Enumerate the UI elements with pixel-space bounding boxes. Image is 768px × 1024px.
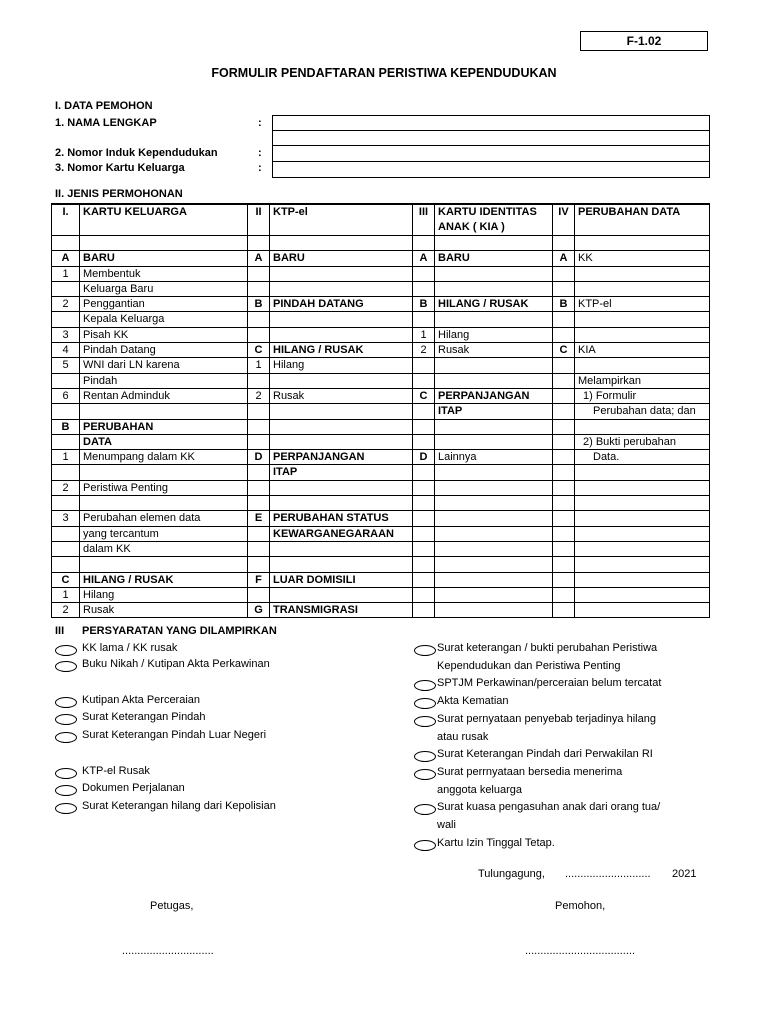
table-cell-text — [435, 281, 553, 296]
table-cell-num: B — [248, 297, 270, 312]
table-cell-num — [553, 511, 575, 526]
req-label: Kutipan Akta Perceraian — [82, 694, 201, 706]
checkbox-oval[interactable] — [414, 698, 436, 709]
table-cell-num: 3 — [52, 327, 80, 342]
table-cell-text — [270, 480, 413, 495]
table-cell-num — [553, 541, 575, 556]
table-cell-text — [435, 465, 553, 480]
table-cell-text — [575, 603, 710, 618]
req-label: Kartu Izin Tinggal Tetap. — [437, 837, 555, 849]
checkbox-oval[interactable] — [414, 716, 436, 727]
table-cell-num: 2 — [52, 297, 80, 312]
table-cell-num — [553, 450, 575, 465]
table-cell-text — [435, 526, 553, 541]
table-row — [52, 373, 710, 388]
table-cell-text — [575, 266, 710, 281]
table-cell-num — [413, 312, 435, 327]
table-cell-num — [413, 281, 435, 296]
table-cell-num: 5 — [52, 358, 80, 373]
table-cell-text: 2) Bukti perubahan — [575, 434, 710, 449]
table-cell-num — [248, 266, 270, 281]
header-kia-line1: KARTU IDENTITAS — [438, 206, 537, 218]
table-cell-text — [435, 511, 553, 526]
table-row — [52, 480, 710, 495]
table-cell-num — [248, 526, 270, 541]
table-row — [52, 343, 710, 358]
table-cell-text — [575, 541, 710, 556]
table-cell-text — [80, 404, 248, 419]
req-label-cont: anggota keluarga — [437, 784, 523, 796]
table-cell-num: E — [248, 511, 270, 526]
table-cell-num: G — [248, 603, 270, 618]
table-cell-num — [52, 541, 80, 556]
table-cell-text: Kepala Keluarga — [80, 312, 248, 327]
table-cell-num — [553, 266, 575, 281]
table-cell-text — [270, 496, 413, 511]
header-kia-line2: ANAK ( KIA ) — [438, 221, 505, 233]
applicant-label: Pemohon, — [555, 900, 606, 912]
req-label: Surat perrnyataan bersedia menerima — [437, 766, 623, 778]
table-cell-text — [270, 557, 413, 572]
table-cell-num — [248, 541, 270, 556]
table-cell-num — [52, 236, 80, 251]
table-cell-text: 1) Formulir — [575, 388, 710, 403]
field-colon-nik: : — [258, 147, 262, 159]
table-cell-num: A — [248, 251, 270, 266]
table-cell-text: HILANG / RUSAK — [435, 297, 553, 312]
table-cell-text: PINDAH DATANG — [270, 297, 413, 312]
table-cell-text — [435, 419, 553, 434]
field-label-nik: 2. Nomor Induk Kependudukan — [55, 147, 218, 159]
table-cell-num — [248, 404, 270, 419]
table-cell-text: KK — [575, 251, 710, 266]
table-cell-num — [413, 373, 435, 388]
req-label: Surat Keterangan Pindah dari Perwakilan RI — [437, 748, 653, 760]
table-cell-text — [80, 465, 248, 480]
table-cell-num: 2 — [413, 343, 435, 358]
table-cell-num: 1 — [52, 587, 80, 602]
table-cell-num — [553, 419, 575, 434]
table-cell-text: Rentan Adminduk — [80, 388, 248, 403]
table-cell-num — [248, 281, 270, 296]
table-cell-num — [553, 603, 575, 618]
table-cell-num — [248, 373, 270, 388]
header-num-perubahan: IV — [553, 204, 575, 236]
table-cell-num: 2 — [52, 480, 80, 495]
table-cell-num — [413, 557, 435, 572]
table-cell-num — [553, 327, 575, 342]
table-cell-text: Rusak — [435, 343, 553, 358]
table-cell-num: C — [553, 343, 575, 358]
table-cell-num — [52, 312, 80, 327]
header-ktp-el: KTP-el — [270, 204, 413, 236]
checkbox-oval[interactable] — [55, 714, 77, 725]
req-label: Surat kuasa pengasuhan anak dari orang tua/ — [437, 801, 661, 813]
table-cell-text — [575, 465, 710, 480]
table-cell-text: BARU — [435, 251, 553, 266]
table-cell-num — [553, 572, 575, 587]
table-cell-num — [413, 587, 435, 602]
table-row — [52, 465, 710, 480]
header-num-kia: III — [413, 204, 435, 236]
table-cell-text — [435, 557, 553, 572]
field-label-nama: 1. NAMA LENGKAP — [55, 117, 157, 129]
table-cell-num — [553, 587, 575, 602]
table-cell-num: F — [248, 572, 270, 587]
table-body — [52, 236, 710, 618]
table-cell-text: Hilang — [270, 358, 413, 373]
table-cell-text — [270, 266, 413, 281]
table-row — [52, 572, 710, 587]
table-cell-num — [248, 312, 270, 327]
table-cell-num — [248, 557, 270, 572]
table-cell-text: KEWARGANEGARAAN — [270, 526, 413, 541]
table-row — [52, 404, 710, 419]
table-row — [52, 297, 710, 312]
table-cell-num: 1 — [413, 327, 435, 342]
table-cell-num — [248, 327, 270, 342]
table-cell-text — [435, 480, 553, 495]
table-cell-num — [413, 266, 435, 281]
table-cell-text: HILANG / RUSAK — [270, 343, 413, 358]
officer-label: Petugas, — [150, 900, 194, 912]
table-cell-text: BARU — [270, 251, 413, 266]
table-cell-num — [553, 373, 575, 388]
table-cell-num — [248, 419, 270, 434]
table-cell-text — [435, 358, 553, 373]
table-cell-text: Perubahan elemen data — [80, 511, 248, 526]
table-row — [52, 358, 710, 373]
table-cell-num: 3 — [52, 511, 80, 526]
section2-heading: II. JENIS PERMOHONAN — [55, 188, 183, 200]
table-cell-text — [575, 312, 710, 327]
table-cell-text — [575, 480, 710, 495]
table-cell-num — [413, 511, 435, 526]
table-cell-num — [553, 526, 575, 541]
table-cell-text — [575, 281, 710, 296]
table-cell-text: Rusak — [80, 603, 248, 618]
table-cell-num — [413, 236, 435, 251]
table-cell-text: HILANG / RUSAK — [80, 572, 248, 587]
table-cell-num — [553, 434, 575, 449]
applicant-signature-line[interactable]: .................................... — [525, 945, 636, 957]
table-cell-text — [80, 236, 248, 251]
table-cell-text: Penggantian — [80, 297, 248, 312]
table-cell-text — [435, 541, 553, 556]
table-cell-num — [52, 404, 80, 419]
table-row — [52, 419, 710, 434]
table-cell-text — [575, 358, 710, 373]
table-cell-num — [553, 496, 575, 511]
table-row — [52, 557, 710, 572]
table-cell-text: Melampirkan — [575, 373, 710, 388]
table-cell-text: Pisah KK — [80, 327, 248, 342]
table-cell-text — [435, 266, 553, 281]
table-cell-text — [270, 236, 413, 251]
table-cell-text — [575, 496, 710, 511]
table-cell-num — [553, 281, 575, 296]
req-label-cont: wali — [437, 819, 456, 831]
table-cell-text: KTP-el — [575, 297, 710, 312]
table-cell-text: Perubahan data; dan — [575, 404, 710, 419]
section1-heading: I. DATA PEMOHON — [55, 100, 153, 112]
nama-lengkap-field[interactable] — [272, 115, 710, 146]
form-code: F-1.02 — [580, 31, 708, 51]
jenis-permohonan-table — [51, 203, 710, 618]
req-label: Akta Kematian — [437, 695, 509, 707]
table-cell-text: Pindah Datang — [80, 343, 248, 358]
table-cell-num: 1 — [248, 358, 270, 373]
table-cell-text: Keluarga Baru — [80, 281, 248, 296]
table-cell-text — [435, 236, 553, 251]
checkbox-oval[interactable] — [414, 645, 436, 656]
table-cell-num — [413, 465, 435, 480]
checkbox-oval[interactable] — [414, 751, 436, 762]
table-cell-num: B — [413, 297, 435, 312]
table-cell-text — [575, 587, 710, 602]
table-cell-num: 6 — [52, 388, 80, 403]
table-cell-text — [270, 587, 413, 602]
table-cell-text — [575, 557, 710, 572]
header-kia — [435, 204, 553, 236]
table-cell-num: C — [413, 388, 435, 403]
table-cell-num — [248, 587, 270, 602]
table-cell-text: KIA — [575, 343, 710, 358]
table-cell-text — [435, 603, 553, 618]
table-cell-num — [553, 557, 575, 572]
table-row — [52, 281, 710, 296]
table-cell-num: 1 — [52, 266, 80, 281]
table-cell-text: Hilang — [80, 587, 248, 602]
table-cell-text: PERPANJANGAN — [270, 450, 413, 465]
table-cell-num — [248, 480, 270, 495]
table-cell-text: Menumpang dalam KK — [80, 450, 248, 465]
field-label-kk: 3. Nomor Kartu Keluarga — [55, 162, 185, 174]
table-cell-text — [270, 281, 413, 296]
checkbox-oval[interactable] — [414, 680, 436, 691]
req-label: Surat Keterangan hilang dari Kepolisian — [82, 800, 276, 812]
checkbox-oval[interactable] — [55, 645, 77, 656]
checkbox-oval[interactable] — [414, 769, 436, 780]
header-num-kk: I. — [52, 204, 80, 236]
table-cell-num: 2 — [248, 388, 270, 403]
table-cell-num: C — [52, 572, 80, 587]
table-cell-text: TRANSMIGRASI — [270, 603, 413, 618]
table-cell-num — [413, 480, 435, 495]
table-cell-text — [270, 312, 413, 327]
table-cell-text — [80, 557, 248, 572]
signature-date-dots: ............................ — [565, 868, 651, 880]
table-cell-text — [270, 327, 413, 342]
table-cell-text: yang tercantum — [80, 526, 248, 541]
table-cell-num — [553, 388, 575, 403]
table-cell-num — [553, 358, 575, 373]
table-cell-text: Lainnya — [435, 450, 553, 465]
table-cell-text — [270, 419, 413, 434]
table-row — [52, 388, 710, 403]
table-cell-num — [52, 465, 80, 480]
table-cell-num — [248, 434, 270, 449]
req-label: Surat pernyataan penyebab terjadinya hilang — [437, 713, 656, 725]
table-cell-num: C — [248, 343, 270, 358]
table-cell-text — [80, 496, 248, 511]
table-cell-text — [270, 373, 413, 388]
table-cell-num: D — [248, 450, 270, 465]
section3-num: III — [55, 625, 65, 637]
req-label-cont: Kependudukan dan Peristiwa Penting — [437, 660, 621, 672]
table-cell-text — [575, 419, 710, 434]
table-cell-text — [270, 404, 413, 419]
table-header-row — [52, 204, 710, 236]
table-cell-num: A — [413, 251, 435, 266]
field-colon-kk: : — [258, 162, 262, 174]
table-cell-num — [248, 496, 270, 511]
table-cell-num: B — [553, 297, 575, 312]
table-cell-num — [413, 404, 435, 419]
table-cell-text: LUAR DOMISILI — [270, 572, 413, 587]
table-cell-num — [52, 434, 80, 449]
table-cell-num — [553, 404, 575, 419]
table-row — [52, 327, 710, 342]
req-label: Surat Keterangan Pindah Luar Negeri — [82, 729, 267, 741]
req-label: SPTJM Perkawinan/perceraian belum tercatat — [437, 677, 662, 689]
table-cell-num — [413, 603, 435, 618]
signature-year: 2021 — [672, 868, 697, 880]
table-cell-num — [413, 358, 435, 373]
table-row — [52, 312, 710, 327]
table-row — [52, 587, 710, 602]
table-cell-text — [435, 572, 553, 587]
checkbox-oval[interactable] — [55, 785, 77, 796]
req-label: Surat keterangan / bukti perubahan Peristiwa — [437, 642, 658, 654]
table-cell-text: ITAP — [435, 404, 553, 419]
form-title: FORMULIR PENDAFTARAN PERISTIWA KEPENDUDUKAN — [211, 66, 557, 80]
table-row — [52, 434, 710, 449]
checkbox-oval[interactable] — [55, 697, 77, 708]
table-cell-text: PERUBAHAN — [80, 419, 248, 434]
table-row — [52, 496, 710, 511]
table-cell-text: WNI dari LN karena — [80, 358, 248, 373]
table-cell-text: BARU — [80, 251, 248, 266]
section3-heading: PERSYARATAN YANG DILAMPIRKAN — [82, 625, 277, 637]
table-row — [52, 251, 710, 266]
officer-signature-line[interactable]: .............................. — [122, 945, 214, 957]
table-cell-num — [413, 541, 435, 556]
table-cell-text: dalam KK — [80, 541, 248, 556]
checkbox-oval[interactable] — [414, 840, 436, 851]
table-row — [52, 526, 710, 541]
req-label: Dokumen Perjalanan — [82, 782, 185, 794]
table-cell-text: PERUBAHAN STATUS — [270, 511, 413, 526]
checkbox-oval[interactable] — [55, 803, 77, 814]
table-cell-text: ITAP — [270, 465, 413, 480]
table-cell-num — [52, 526, 80, 541]
table-cell-num — [413, 496, 435, 511]
table-cell-num: A — [553, 251, 575, 266]
table-cell-num — [52, 281, 80, 296]
table-cell-num: B — [52, 419, 80, 434]
table-cell-num — [553, 480, 575, 495]
req-label: Surat Keterangan Pindah — [82, 711, 206, 723]
signature-place: Tulungagung, — [478, 868, 545, 880]
nik-kk-field-box[interactable] — [272, 145, 710, 178]
table-cell-text — [435, 373, 553, 388]
table-cell-num: 2 — [52, 603, 80, 618]
table-cell-text — [575, 236, 710, 251]
table-cell-num — [553, 465, 575, 480]
table-cell-text: DATA — [80, 434, 248, 449]
table-cell-text — [270, 541, 413, 556]
table-cell-text: Membentuk — [80, 266, 248, 281]
table-cell-text — [435, 312, 553, 327]
table-row — [52, 511, 710, 526]
checkbox-oval[interactable] — [55, 661, 77, 672]
table-cell-num: 4 — [52, 343, 80, 358]
table-cell-num — [248, 236, 270, 251]
table-row — [52, 450, 710, 465]
table-cell-num: A — [52, 251, 80, 266]
table-cell-num — [248, 465, 270, 480]
table-cell-text: Data. — [575, 450, 710, 465]
table-cell-text: Pindah — [80, 373, 248, 388]
req-label: KTP-el Rusak — [82, 765, 150, 777]
req-label: KK lama / KK rusak — [82, 642, 178, 654]
table-cell-num — [52, 373, 80, 388]
table-cell-num — [52, 557, 80, 572]
header-num-ktp: II — [248, 204, 270, 236]
table-cell-num — [52, 496, 80, 511]
req-label-cont: atau rusak — [437, 731, 489, 743]
table-cell-text — [575, 511, 710, 526]
table-cell-num: D — [413, 450, 435, 465]
table-cell-text — [575, 526, 710, 541]
table-cell-num — [553, 236, 575, 251]
table-cell-num — [413, 434, 435, 449]
table-cell-num — [553, 312, 575, 327]
table-cell-text: PERPANJANGAN — [435, 388, 553, 403]
table-row — [52, 266, 710, 281]
table-cell-text — [575, 327, 710, 342]
table-cell-text — [435, 496, 553, 511]
table-cell-text: Rusak — [270, 388, 413, 403]
table-cell-num: 1 — [52, 450, 80, 465]
checkbox-oval[interactable] — [55, 732, 77, 743]
header-kartu-keluarga: KARTU KELUARGA — [80, 204, 248, 236]
table-cell-text: Hilang — [435, 327, 553, 342]
checkbox-oval[interactable] — [414, 804, 436, 815]
req-label: Buku Nikah / Kutipan Akta Perkawinan — [82, 658, 270, 670]
table-cell-text: Peristiwa Penting — [80, 480, 248, 495]
table-cell-num — [413, 526, 435, 541]
header-perubahan-data: PERUBAHAN DATA — [575, 204, 710, 236]
table-cell-text — [435, 434, 553, 449]
table-row — [52, 236, 710, 251]
table-cell-text — [575, 572, 710, 587]
table-row — [52, 603, 710, 618]
table-cell-text — [435, 587, 553, 602]
table-cell-num — [413, 572, 435, 587]
table-row — [52, 541, 710, 556]
table-cell-num — [413, 419, 435, 434]
checkbox-oval[interactable] — [55, 768, 77, 779]
field-colon-nama: : — [258, 117, 262, 129]
table-cell-text — [270, 434, 413, 449]
